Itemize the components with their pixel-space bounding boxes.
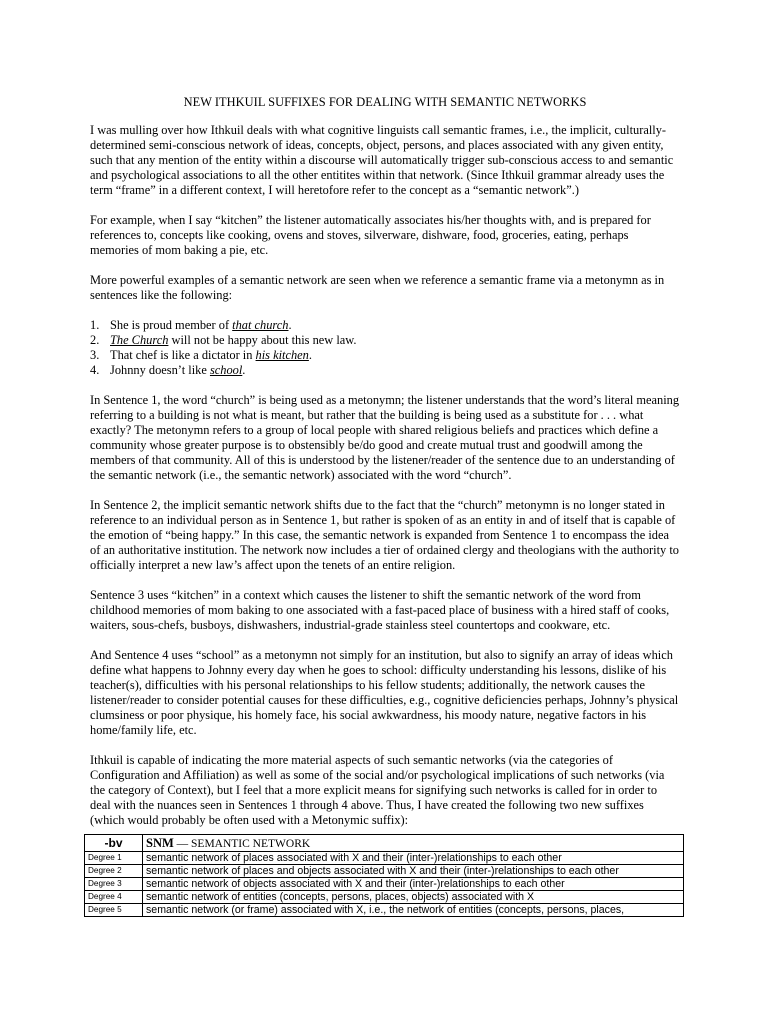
degree-label: Degree 2 bbox=[85, 865, 143, 878]
suffix-abbreviation: SNM bbox=[146, 835, 174, 850]
degree-label: Degree 5 bbox=[85, 904, 143, 917]
list-number: 1. bbox=[90, 318, 100, 332]
paragraph-new-suffixes: Ithkuil is capable of indicating the more material aspects of such semantic networks (via the categories of Configuration and Affiliation) as well as some of the social and/or psychological implications of such networks (via the category of Context), but I feel that a more explicit means for signifying such networks is called for in order to deal with the nuances seen in Sentences 1 through 4 above. Thus, I have created the following two new suffixes (which would probably be often used with a Metonymic suffix): bbox=[90, 753, 665, 827]
degree-meaning: semantic network of places associated with X and their (inter-)relationships to each other bbox=[143, 852, 684, 865]
suffix-table bbox=[84, 834, 684, 917]
example-sentence-1 bbox=[90, 318, 680, 333]
paragraph-sentence-2: In Sentence 2, the implicit semantic network shifts due to the fact that the “church” metonymn is no longer stated in reference to an individual person as in Sentence 1, but rather is spoken of as an entity in and of itself that is capable of the emotion of “being happy.” In this case, the semantic network is expanded from Sentence 1 to encompass the idea of an authoritative institution. The network now includes a tier of ordained clergy and theologians with the authority to officially interpret a new law’s affect upon the tenets of an entire religion. bbox=[90, 498, 679, 572]
emphasized-phrase: that church bbox=[232, 318, 289, 332]
sentence-text: . bbox=[308, 348, 312, 362]
sentence-text: She is proud member of bbox=[110, 318, 233, 332]
sentence-text: Johnny doesn’t like bbox=[110, 363, 210, 377]
list-number: 2. bbox=[90, 333, 100, 347]
document-body bbox=[90, 95, 680, 843]
degree-label: Degree 4 bbox=[85, 891, 143, 904]
suffix-full-name: — SEMANTIC NETWORK bbox=[173, 837, 311, 850]
paragraph-intro: I was mulling over how Ithkuil deals with what cognitive linguists call semantic frames, i.e., the implicit, culturally-determined semi-conscious network of ideas, concepts, object, persons, and places associated with any given entity, such that any mention of the entity within a discourse will automatically trigger sub-conscious access to and semantic and psychological associations to all the other entitites within that network. (Since Ithkuil grammar already uses the term “frame” in a different context, I will heretofore refer to the concept as a “semantic network”.) bbox=[90, 123, 674, 197]
sentence-text: will not be happy about this new law. bbox=[168, 333, 357, 347]
document-title: NEW ITHKUIL SUFFIXES FOR DEALING WITH SEMANTIC NETWORKS bbox=[183, 95, 587, 109]
list-number: 3. bbox=[90, 348, 100, 362]
degree-meaning: semantic network (or frame) associated with X, i.e., the network of entities (concepts, persons, places, bbox=[143, 904, 684, 917]
suffix-table-header bbox=[85, 835, 684, 852]
paragraph-sentence-1: In Sentence 1, the word “church” is being used as a metonymn; the listener understands that the word’s literal meaning referring to a building is not what is meant, but rather that the building is being used as a substitute for . . . what exactly? The metonymn refers to a group of local people with shared religious beliefs and practices which define a community whose greater purpose is to obstensibly be/do good and create mutual trust and goodwill among the members of that community. All of this is understood by the listener/reader of the sentence due to an understanding of the semantic network (i.e., the semantic network) associated with the word “church”. bbox=[90, 393, 680, 482]
emphasized-phrase: his kitchen bbox=[255, 348, 309, 362]
sentence-text: . bbox=[288, 318, 292, 332]
sentence-text: That chef is like a dictator in bbox=[110, 348, 256, 362]
degree-label: Degree 1 bbox=[85, 852, 143, 865]
paragraph-sentence-3: Sentence 3 uses “kitchen” in a context which causes the listener to shift the semantic network of the word from childhood memories of mom baking to one associated with a fast-paced place of business with a hired staff of cooks, waiters, sous-chefs, busboys, dishwashers, industrial-grade stainless steel countertops and cookware, etc. bbox=[90, 588, 670, 632]
degree-meaning: semantic network of objects associated with X and their (inter-)relationships to each other bbox=[143, 878, 684, 891]
table-row bbox=[85, 852, 684, 865]
emphasized-phrase: school bbox=[209, 363, 243, 377]
degree-label: Degree 3 bbox=[85, 878, 143, 891]
emphasized-phrase: The Church bbox=[110, 333, 169, 347]
table-row bbox=[85, 904, 684, 917]
suffix-name bbox=[143, 835, 684, 852]
degree-meaning: semantic network of entities (concepts, persons, places, objects) associated with X bbox=[143, 891, 684, 904]
table-row bbox=[85, 865, 684, 878]
example-sentence-list bbox=[90, 318, 680, 378]
paragraph-kitchen-example: For example, when I say “kitchen” the listener automatically associates his/her thoughts with, and is prepared for references to, concepts like cooking, ovens and stoves, silverware, dishware, food, groceries, eating, perhaps memories of mom baking a pie, etc. bbox=[90, 213, 651, 257]
example-sentence-3 bbox=[90, 348, 680, 363]
example-sentence-4 bbox=[90, 363, 680, 378]
list-number: 4. bbox=[90, 363, 100, 377]
paragraph-metonymn-examples: More powerful examples of a semantic network are seen when we reference a semantic frame via a metonymn as in sentences like the following: bbox=[90, 273, 665, 302]
table-row bbox=[85, 878, 684, 891]
example-sentence-2 bbox=[90, 333, 680, 348]
sentence-text: . bbox=[242, 363, 246, 377]
table-row bbox=[85, 891, 684, 904]
paragraph-sentence-4: And Sentence 4 uses “school” as a metonymn not simply for an institution, but also to signify an array of ideas which define what happens to Johnny every day when he goes to school: difficulty understanding his lessons, dislike of his teacher(s), difficulties with his personal relationships to his fellow students; additionally, the network causes the listener/reader to consider potential causes for these difficulties, e.g., cognitive deficiencies perhaps, Johnny’s physical clumsiness or poor physique, his homely face, his social awkwardness, his moody nature, negative factors in his home/family life, etc. bbox=[90, 648, 679, 737]
degree-meaning: semantic network of places and objects associated with X and their (inter-)relationships to each other bbox=[143, 865, 684, 878]
suffix-form: -bv bbox=[85, 835, 143, 852]
